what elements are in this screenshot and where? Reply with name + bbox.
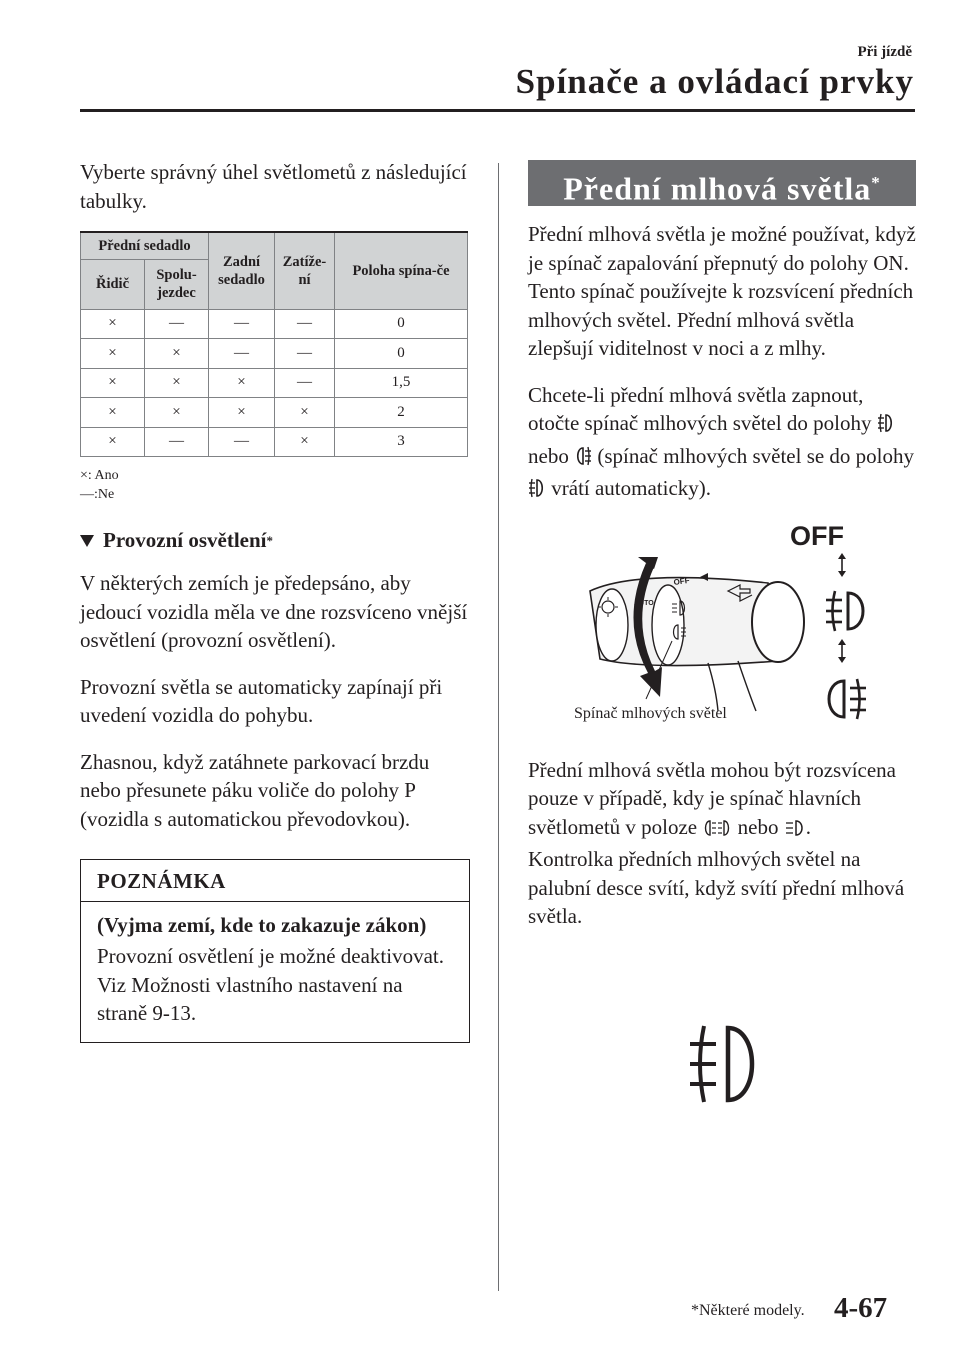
subheading-text: Provozní osvětlení [103,528,267,552]
table-cell: × [275,427,335,457]
th-front-seat: Přední sedadlo [81,232,209,259]
drl-paragraph-1: V některých zemích je předepsáno, aby jedoucí vozidla měla ve dne rozsvíceno vnější osvětlení (provozní osvětlení). [80,571,468,652]
drl-paragraph-3: Zhasnou, když zatáhnete parkovací brzdu nebo přesunete páku voliče do polohy P (vozidla s automatickou převodovkou). [80,749,430,831]
legend-no: —:Ne [80,487,115,502]
headlight-angle-table [80,231,468,457]
table-cell: — [209,427,275,457]
table-row [81,368,468,398]
table-row [81,339,468,369]
table-cell: × [81,368,145,398]
table-cell: — [275,309,335,339]
table-cell: — [275,339,335,369]
fog-switch-figure [528,521,916,756]
fog-front-on-icon-2 [528,477,546,507]
table-cell: × [81,309,145,339]
table-row [81,398,468,428]
th-driver: Řidič [81,259,145,309]
chapter-title: Spínače a ovládací prvky [515,62,914,101]
fog-p3-text-b: nebo [528,443,569,468]
fog-paragraph-3 [528,381,916,507]
table-cell: 0 [335,309,468,339]
table-cell: — [275,368,335,398]
table-cell: 2 [335,398,468,428]
table-cell: × [145,368,209,398]
fog-light-indicator-icon [686,1022,764,1111]
fog-front-on-icon [877,412,895,442]
table-cell: × [145,398,209,428]
fog-p3-text-c: (spínač mlhových světel se do polohy [597,443,915,468]
column-divider [498,163,499,1291]
table-cell: — [209,339,275,369]
drl-paragraph-2: Provozní světla se automaticky zapínají při uvedení vozidla do pohybu. [80,674,443,727]
left-column [80,158,472,1043]
subheading-star: * [266,532,274,548]
fog-paragraph-2: Tento spínač používejte k rozsvícení předních mlhových světel. Přední mlhová světla zlepšují viditelnost v noci a z mlhy. [528,279,914,360]
intro-paragraph: Vyberte správný úhel světlometů z následující tabulky. [80,160,467,213]
right-column [528,160,916,931]
th-switch-position: Poloha spína-če [335,232,468,309]
table-cell: × [81,339,145,369]
fog-paragraph-1: Přední mlhová světla je možné používat, když je spínač zapalování přepnutý do polohy ON. [528,222,916,275]
fog-rear-on-icon [574,445,592,475]
th-rear-seat: Zadní sedadlo [209,232,275,309]
fog-p4-text-b: nebo [737,814,779,839]
legend-yes: ×: Ano [80,468,119,483]
subheading-daytime-lights [80,528,472,553]
table-cell: 1,5 [335,368,468,398]
table-legend [80,466,472,504]
table-cell: × [81,398,145,428]
headlights-icon [784,817,806,846]
th-load: Zatíže-ní [275,232,335,309]
fog-paragraph-4 [528,756,916,846]
th-passenger: Spolu-jezdec [145,259,209,309]
fog-p3-text-a: Chcete-li přední mlhová světla zapnout, otočte spínač mlhových světel do polohy [528,382,872,435]
note-text: Provozní osvětlení je možné deaktivovat. Viz Možnosti vlastního nastavení na straně 9-13. [97,944,444,1025]
section-label: Při jízdě [857,44,912,60]
table-cell: — [209,309,275,339]
section-banner [528,160,916,206]
position-lights-icon [702,817,732,846]
figure-off-label: OFF [790,520,844,551]
lever-mark-off: OFF [673,575,691,587]
table-cell: × [81,427,145,457]
section-title: Přední mlhová světla [563,170,872,207]
table-cell: × [209,368,275,398]
footnote: *Některé modely. [691,1302,805,1319]
table-cell: 3 [335,427,468,457]
section-star: * [871,173,881,192]
table-cell: — [145,427,209,457]
note-box [80,859,470,1043]
page-number: 4-67 [834,1292,888,1324]
triangle-bullet-icon [80,535,94,547]
note-title: POZNÁMKA [81,860,469,902]
note-body [81,902,469,1042]
table-cell: × [209,398,275,428]
note-subtitle: (Vyjma zemí, kde to zakazuje zákon) [97,913,427,937]
table-cell: × [145,339,209,369]
table-row [81,309,468,339]
table-cell: × [275,398,335,428]
lever-mark-auto: AUTO [634,599,654,607]
fog-p4-text-a: Přední mlhová světla mohou být rozsvícena pouze v případě, kdy je spínač hlavních světlometů v poloze [528,757,897,839]
fog-p4-text-c: . [805,814,811,839]
table-cell: 0 [335,339,468,369]
header-rule [80,109,915,112]
table-row [81,427,468,457]
fog-paragraph-5: Kontrolka předních mlhových světel na palubní desce svítí, když svítí přední mlhová světla. [528,847,905,928]
figure-caption: Spínač mlhových světel [574,704,727,722]
table-header-row [81,232,468,259]
table-cell: — [145,309,209,339]
fog-p3-text-d: vrátí automaticky). [551,476,712,500]
